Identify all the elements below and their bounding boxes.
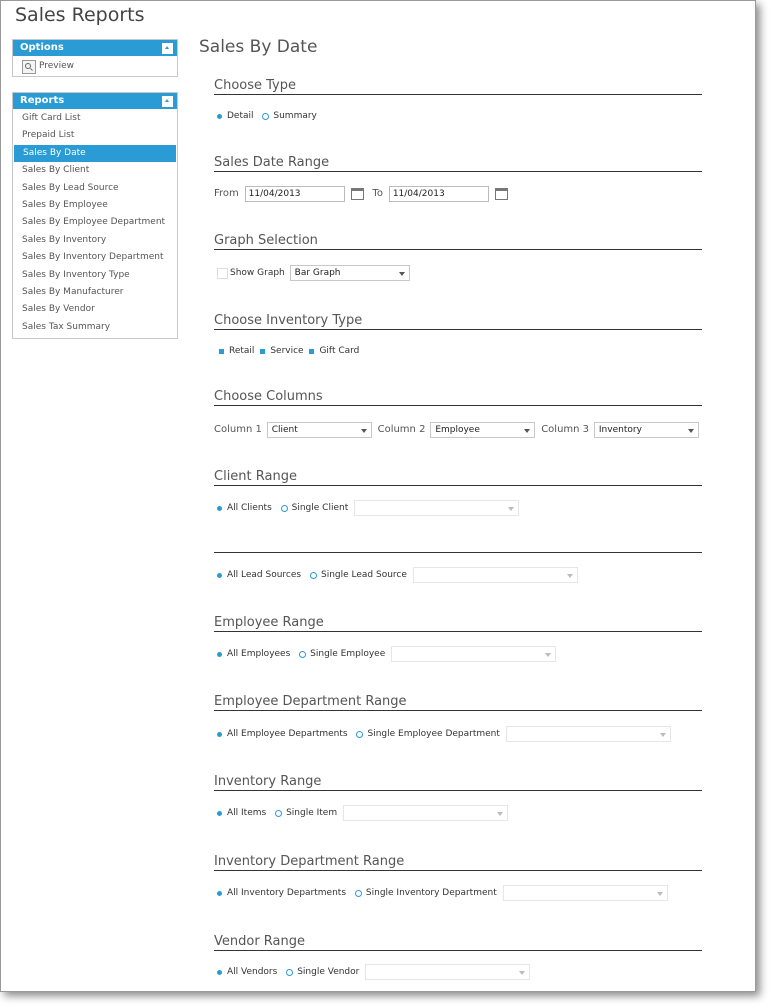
summary-label[interactable]: Summary xyxy=(273,111,317,121)
report-item-gift-card-list[interactable]: Gift Card List xyxy=(22,113,81,123)
chevron-down-icon xyxy=(657,892,663,896)
section-divider xyxy=(214,249,702,250)
section-divider xyxy=(214,329,702,330)
report-item-sales-by-lead-source[interactable]: Sales By Lead Source xyxy=(22,182,119,193)
calendar-icon[interactable] xyxy=(495,188,508,200)
preview-label: Preview xyxy=(39,61,75,71)
section-title: Choose Columns xyxy=(214,389,323,404)
show-graph-label[interactable]: Show Graph xyxy=(230,268,285,278)
item-select[interactable] xyxy=(343,805,508,821)
client-select[interactable] xyxy=(354,500,519,516)
chevron-down-icon xyxy=(399,272,405,276)
columns-row xyxy=(214,421,702,439)
section-title: Choose Inventory Type xyxy=(214,313,363,328)
section-title: Inventory Department Range xyxy=(214,854,405,869)
collapse-up-icon[interactable] xyxy=(162,43,173,54)
column-3-value: Inventory xyxy=(598,425,642,435)
client-range-section xyxy=(214,468,702,486)
inventory-type-row xyxy=(219,342,359,360)
from-date-input[interactable]: 11/04/2013 xyxy=(245,186,345,202)
options-header-label: Options xyxy=(20,42,64,53)
all-items-label[interactable]: All Items xyxy=(227,808,267,818)
employee-dept-range-section xyxy=(214,693,702,711)
single-inventory-department-radio[interactable] xyxy=(355,890,362,897)
column-1-value: Client xyxy=(271,425,298,435)
report-item-sales-by-employee-department[interactable]: Sales By Employee Department xyxy=(22,217,166,228)
to-date-input[interactable]: 11/04/2013 xyxy=(389,186,489,202)
section-title: Choose Type xyxy=(214,78,296,93)
graph-type-value: Bar Graph xyxy=(294,268,341,278)
single-vendor-radio[interactable] xyxy=(286,969,293,976)
inventory-range-section xyxy=(214,773,702,791)
retail-label[interactable]: Retail xyxy=(229,346,255,356)
chevron-down-icon xyxy=(519,971,525,975)
graph-type-select[interactable] xyxy=(290,265,410,281)
all-lead-sources-label[interactable]: All Lead Sources xyxy=(227,570,302,580)
single-item-label[interactable]: Single Item xyxy=(286,808,338,818)
section-title: Sales Date Range xyxy=(214,155,330,170)
report-item-sales-by-client[interactable]: Sales By Client xyxy=(22,165,90,176)
single-lead-source-radio[interactable] xyxy=(310,572,317,579)
employee-range-section xyxy=(214,614,702,632)
report-item-sales-tax-summary[interactable]: Sales Tax Summary xyxy=(22,321,111,332)
lead-source-select[interactable] xyxy=(413,567,578,583)
single-client-radio[interactable] xyxy=(281,505,288,512)
inventory-dept-range-section xyxy=(214,853,702,871)
single-inventory-department-label[interactable]: Single Inventory Department xyxy=(365,888,497,898)
section-title: Vendor Range xyxy=(214,934,306,949)
single-employee-department-label[interactable]: Single Employee Department xyxy=(367,729,500,739)
vendor-select[interactable] xyxy=(365,964,530,980)
detail-radio[interactable] xyxy=(217,114,222,119)
employee-dept-range-row xyxy=(217,725,674,743)
detail-label[interactable]: Detail xyxy=(227,111,254,121)
gift-card-checkbox[interactable] xyxy=(309,349,314,354)
magnifier-icon xyxy=(22,60,36,74)
report-item-sales-by-vendor[interactable]: Sales By Vendor xyxy=(22,304,95,315)
client-range-row xyxy=(217,499,522,517)
reports-header-label: Reports xyxy=(20,95,65,106)
all-vendors-radio[interactable] xyxy=(217,970,222,975)
all-inventory-departments-radio[interactable] xyxy=(217,891,222,896)
section-divider xyxy=(214,552,702,553)
employee-range-row xyxy=(217,645,559,663)
section-title: Inventory Range xyxy=(214,774,322,789)
all-clients-label[interactable]: All Clients xyxy=(227,503,272,513)
column-3-select[interactable] xyxy=(594,422,699,438)
section-title: Graph Selection xyxy=(214,233,318,248)
columns-section xyxy=(214,388,702,406)
choose-type-section xyxy=(214,77,702,95)
vendor-range-row xyxy=(217,963,533,981)
all-employees-radio[interactable] xyxy=(217,652,222,657)
column-3-label: Column 3 xyxy=(541,424,590,435)
calendar-icon[interactable] xyxy=(351,188,364,200)
section-divider xyxy=(214,631,702,632)
page-title: Sales By Date xyxy=(199,37,318,57)
column-2-select[interactable] xyxy=(430,422,535,438)
report-item-prepaid-list[interactable]: Prepaid List xyxy=(22,130,75,141)
column-1-label: Column 1 xyxy=(214,424,262,435)
date-range-section xyxy=(214,154,702,172)
lead-source-range-section xyxy=(214,535,702,553)
date-range-row xyxy=(214,185,514,203)
summary-radio[interactable] xyxy=(262,113,269,120)
preview-button[interactable] xyxy=(13,56,177,76)
section-divider xyxy=(214,405,702,406)
single-employee-radio[interactable] xyxy=(299,651,306,658)
graph-section xyxy=(214,232,702,250)
options-panel xyxy=(12,39,178,77)
section-divider xyxy=(214,94,702,95)
show-graph-checkbox[interactable] xyxy=(217,268,228,279)
report-item-sales-by-inventory-type[interactable]: Sales By Inventory Type xyxy=(22,269,130,280)
employee-department-select[interactable] xyxy=(506,726,671,742)
all-vendors-label[interactable]: All Vendors xyxy=(227,967,278,977)
single-client-label[interactable]: Single Client xyxy=(291,503,349,513)
section-divider xyxy=(214,171,702,172)
chevron-down-icon xyxy=(508,507,514,511)
inventory-range-row xyxy=(217,804,511,822)
single-employee-department-radio[interactable] xyxy=(356,731,363,738)
report-item-sales-by-employee[interactable]: Sales By Employee xyxy=(22,199,108,210)
chevron-down-icon xyxy=(660,733,666,737)
column-1-select[interactable] xyxy=(267,422,372,438)
inventory-dept-range-row xyxy=(217,884,671,902)
service-label[interactable]: Service xyxy=(270,346,304,356)
chevron-down-icon xyxy=(524,429,530,433)
report-item-sales-by-inventory-department[interactable]: Sales By Inventory Department xyxy=(22,252,164,263)
report-item-sales-by-inventory[interactable]: Sales By Inventory xyxy=(22,234,107,245)
all-employee-departments-label[interactable]: All Employee Departments xyxy=(227,729,348,739)
app-title: Sales Reports xyxy=(15,4,145,26)
single-employee-label[interactable]: Single Employee xyxy=(310,649,386,659)
section-divider xyxy=(214,950,702,951)
service-checkbox[interactable] xyxy=(260,349,265,354)
all-lead-sources-radio[interactable] xyxy=(217,573,222,578)
chevron-down-icon xyxy=(688,429,694,433)
report-list xyxy=(13,109,177,338)
reports-panel-header xyxy=(13,93,177,109)
section-divider xyxy=(214,710,702,711)
graph-row xyxy=(217,264,413,282)
single-lead-source-label[interactable]: Single Lead Source xyxy=(320,570,407,580)
section-title: Employee Department Range xyxy=(214,694,407,709)
all-items-radio[interactable] xyxy=(217,811,222,816)
section-title: Employee Range xyxy=(214,615,324,630)
options-panel-header xyxy=(13,40,177,56)
section-title: Client Range xyxy=(214,469,297,484)
column-2-label: Column 2 xyxy=(377,424,426,435)
single-vendor-label[interactable]: Single Vendor xyxy=(297,967,360,977)
column-2-value: Employee xyxy=(435,425,480,435)
inventory-department-select[interactable] xyxy=(503,885,668,901)
collapse-up-icon[interactable] xyxy=(162,96,173,107)
all-inventory-departments-label[interactable]: All Inventory Departments xyxy=(227,888,347,898)
lead-source-range-row xyxy=(217,566,581,584)
chevron-down-icon xyxy=(567,574,573,578)
gift-card-label[interactable]: Gift Card xyxy=(319,346,360,356)
all-employees-label[interactable]: All Employees xyxy=(227,649,291,659)
choose-type-row xyxy=(217,107,317,125)
report-item-sales-by-date[interactable]: Sales By Date xyxy=(14,145,176,162)
from-label: From xyxy=(214,188,239,199)
vendor-range-section xyxy=(214,933,702,951)
reports-panel xyxy=(12,92,178,339)
all-employee-departments-radio[interactable] xyxy=(217,732,222,737)
chevron-down-icon xyxy=(545,653,551,657)
chevron-down-icon xyxy=(497,812,503,816)
retail-checkbox[interactable] xyxy=(219,349,224,354)
employee-select[interactable] xyxy=(391,646,556,662)
section-divider xyxy=(214,870,702,871)
report-item-sales-by-manufacturer[interactable]: Sales By Manufacturer xyxy=(22,286,124,297)
section-title xyxy=(214,535,702,552)
section-divider xyxy=(214,790,702,791)
single-item-radio[interactable] xyxy=(275,810,282,817)
section-divider xyxy=(214,485,702,486)
all-clients-radio[interactable] xyxy=(217,506,222,511)
inventory-type-section xyxy=(214,312,702,330)
to-label: To xyxy=(372,188,383,199)
chevron-down-icon xyxy=(361,429,367,433)
